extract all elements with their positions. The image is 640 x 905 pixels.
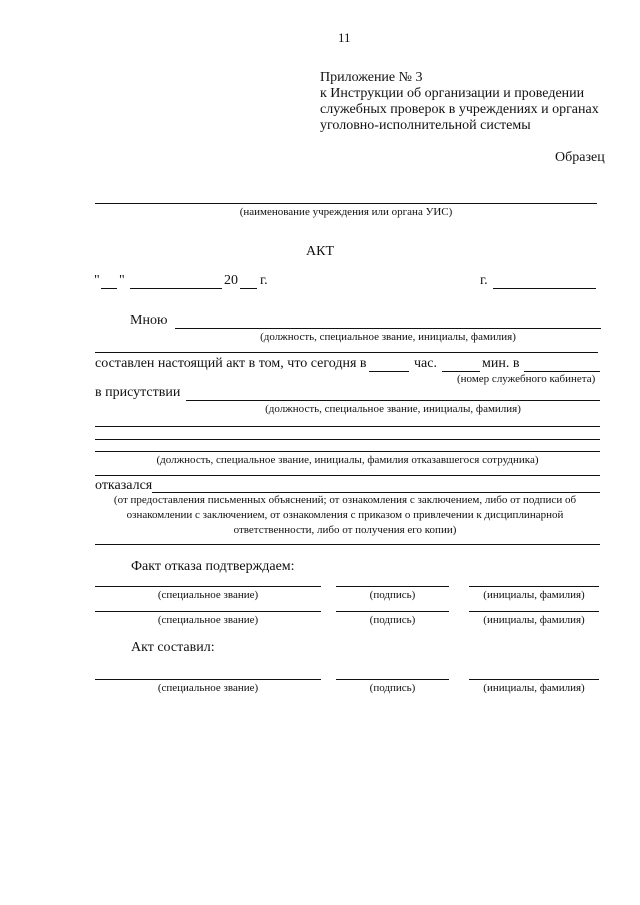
refused-employee-caption: (должность, специальное звание, инициалы, фамилия отказавшегося сотрудника)	[156, 454, 539, 466]
presence-field-line	[186, 400, 600, 401]
name-field-line	[469, 611, 599, 612]
by-me-label: Мною	[130, 313, 168, 328]
signature-field-line	[336, 586, 449, 587]
by-me-caption: (должность, специальное звание, инициалы, фамилия)	[260, 331, 516, 343]
refused-employee-extra-line	[95, 475, 600, 476]
refused-caption-line: (от предоставления письменных объяснений; от ознакомления с заключением, либо от подписи об	[113, 494, 577, 506]
date-quote-close: "	[119, 273, 125, 288]
confirm-heading: Факт отказа подтверждаем:	[131, 559, 295, 574]
signature-caption: (подпись)	[369, 614, 416, 626]
rank-field-line	[95, 611, 321, 612]
rank-field-line	[95, 586, 321, 587]
refused-label: отказался	[95, 478, 153, 493]
office-caption: (номер служебного кабинета)	[457, 373, 596, 385]
refused-extra-line	[95, 544, 600, 545]
appendix-line: уголовно-исполнительной системы	[320, 118, 531, 133]
day-field-line	[101, 288, 117, 289]
name-caption: (инициалы, фамилия)	[483, 589, 585, 601]
month-field-line	[130, 288, 222, 289]
presence-extra-line	[95, 439, 600, 440]
minutes-field-line	[442, 371, 480, 372]
refused-caption-line: ознакомлении с заключением, от ознакомления с приказом о привлечении к дисциплинарной	[126, 509, 564, 521]
institution-caption: (наименование учреждения или органа УИС)	[239, 206, 453, 218]
page-number: 11	[338, 30, 351, 45]
name-caption: (инициалы, фамилия)	[483, 614, 585, 626]
by-me-extra-line	[95, 352, 598, 353]
hours-field-line	[369, 371, 409, 372]
doc-title: АКТ	[306, 244, 334, 259]
appendix-title: Приложение № 3	[320, 70, 423, 85]
rank-caption: (специальное звание)	[157, 682, 259, 694]
presence-label: в присутствии	[95, 385, 181, 400]
hours-label: час.	[414, 356, 437, 371]
refused-caption-line: ответственности, либо от получения его копии)	[233, 524, 457, 536]
appendix-line: служебных проверок в учреждениях и органах	[320, 102, 599, 117]
sample-label: Образец	[555, 150, 605, 165]
appendix-line: к Инструкции об организации и проведении	[320, 86, 585, 101]
office-field-line	[524, 371, 600, 372]
refused-field-line	[152, 492, 600, 493]
city-field-line	[493, 288, 596, 289]
year-suffix: г.	[260, 273, 268, 288]
name-caption: (инициалы, фамилия)	[483, 682, 585, 694]
rank-caption: (специальное звание)	[157, 589, 259, 601]
rank-field-line	[95, 679, 321, 680]
by-me-field-line	[175, 328, 601, 329]
signature-field-line	[336, 611, 449, 612]
name-field-line	[469, 679, 599, 680]
name-field-line	[469, 586, 599, 587]
rank-caption: (специальное звание)	[157, 614, 259, 626]
refused-employee-field-line	[95, 451, 600, 452]
year-field-line	[240, 288, 257, 289]
year-prefix: 20	[224, 273, 238, 288]
presence-extra-line	[95, 426, 600, 427]
date-quote-open: "	[94, 273, 100, 288]
minutes-label: мин. в	[482, 356, 520, 371]
signature-caption: (подпись)	[369, 589, 416, 601]
institution-field-line	[95, 203, 597, 204]
compiled-text: составлен настоящий акт в том, что сегодня в	[95, 356, 367, 371]
city-prefix: г.	[480, 273, 488, 288]
compiled-by-heading: Акт составил:	[131, 640, 215, 655]
signature-caption: (подпись)	[369, 682, 416, 694]
presence-caption: (должность, специальное звание, инициалы, фамилия)	[265, 403, 521, 415]
signature-field-line	[336, 679, 449, 680]
